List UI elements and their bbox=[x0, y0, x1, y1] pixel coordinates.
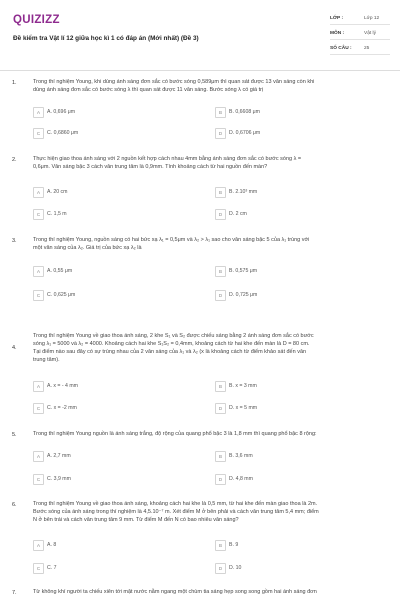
question-line: Trong thí nghiệm Young về giao thoa ánh sáng, khoảng cách hai khe là 0,5 mm, từ hai khe đến màn giao thoa là 2m. bbox=[33, 501, 318, 507]
option-text: D. 4,8 mm bbox=[229, 476, 253, 482]
question-text bbox=[33, 431, 391, 439]
option-letter-box: A bbox=[33, 451, 44, 462]
option-text: D. 0,725 μm bbox=[229, 292, 258, 298]
option-letter-box: C bbox=[33, 403, 44, 414]
question-text bbox=[33, 333, 391, 365]
option-letter-box: A bbox=[33, 187, 44, 198]
question-line: một vân sáng của λ₂. Giá trị của bức xạ λ₂ là bbox=[33, 244, 142, 251]
option-letter-box: D bbox=[215, 474, 226, 485]
document-title: Đề kiểm tra Vật lí 12 giữa học kì 1 có đáp án (Mới nhất) (Đề 3) bbox=[13, 35, 199, 42]
option-text: D. x = 5 mm bbox=[229, 405, 258, 411]
answer-option-b[interactable] bbox=[215, 266, 390, 277]
option-text: D. 0,6706 μm bbox=[229, 130, 261, 136]
meta-divider bbox=[330, 39, 390, 40]
meta-subject-label: MÔN : bbox=[330, 31, 345, 36]
meta-grade-value: Lớp 12 bbox=[364, 16, 380, 21]
option-letter-box: B bbox=[215, 266, 226, 277]
answer-option-d[interactable] bbox=[215, 474, 390, 485]
answer-option-b[interactable] bbox=[215, 187, 390, 198]
option-letter-box: A bbox=[33, 381, 44, 392]
question-number: 1. bbox=[12, 80, 17, 86]
meta-count-label: SỐ CÂU : bbox=[330, 46, 352, 51]
answer-option-c[interactable] bbox=[33, 128, 208, 139]
option-letter-box: C bbox=[33, 290, 44, 301]
option-letter-box: D bbox=[215, 128, 226, 139]
question-line: sóng λ₁ = 5000 và λ₂ = 4000. Khoảng cách hai khe S₁S₂ = 0,4mm, khoảng cách từ hai khe đến màn là D = 80 cm. bbox=[33, 340, 310, 347]
question-line: Thực hiện giao thoa ánh sáng với 2 nguồn kết hợp cách nhau 4mm bằng ánh sáng đơn sắc có bước sóng λ = bbox=[33, 156, 302, 162]
option-letter-box: C bbox=[33, 474, 44, 485]
option-text: C. 0,625 μm bbox=[47, 292, 76, 298]
question-number: 3. bbox=[12, 238, 17, 244]
option-letter-box: D bbox=[215, 290, 226, 301]
answer-option-b[interactable] bbox=[215, 107, 390, 118]
option-letter-box: C bbox=[33, 128, 44, 139]
answer-option-d[interactable] bbox=[215, 403, 390, 414]
option-letter-box: B bbox=[215, 107, 226, 118]
question-number: 5. bbox=[12, 432, 17, 438]
option-text: A. 2,7 mm bbox=[47, 453, 71, 459]
answer-option-d[interactable] bbox=[215, 563, 390, 574]
meta-grade-label: LỚP : bbox=[330, 16, 344, 21]
option-text: B. 3,6 mm bbox=[229, 453, 253, 459]
option-letter-box: B bbox=[215, 540, 226, 551]
option-text: B. 0,575 μm bbox=[229, 268, 258, 274]
option-text: C. 0,6860 μm bbox=[47, 130, 79, 136]
question-number: 4. bbox=[12, 345, 17, 351]
answer-option-b[interactable] bbox=[215, 540, 390, 551]
answer-option-a[interactable] bbox=[33, 540, 208, 551]
question-line: dùng ánh sáng đơn sắc có bước sóng λ thì quan sát được 11 vân sáng. Bước sóng λ có giá trị bbox=[33, 86, 264, 93]
meta-count-value: 25 bbox=[364, 46, 370, 51]
option-text: D. 10 bbox=[229, 565, 242, 571]
answer-option-a[interactable] bbox=[33, 187, 208, 198]
question-line: Trong thí nghiệm Young về giao thoa ánh sáng, 2 khe S₁ và S₂ được chiếu sáng bằng 2 ánh sáng đơn sắc có bước bbox=[33, 333, 314, 339]
answer-option-d[interactable] bbox=[215, 209, 390, 220]
meta-divider bbox=[330, 24, 390, 25]
option-text: A. 0,55 μm bbox=[47, 268, 73, 274]
option-text: C. 1,5 m bbox=[47, 211, 67, 217]
option-letter-box: B bbox=[215, 451, 226, 462]
question-line: Trong thí nghiệm Young, khi dùng ánh sáng đơn sắc có bước sóng 0,589μm thì quan sát được 13 vân sáng còn khi bbox=[33, 79, 315, 85]
meta-divider bbox=[330, 54, 390, 55]
option-letter-box: B bbox=[215, 381, 226, 392]
question-text bbox=[33, 589, 391, 597]
option-text: D. 2 cm bbox=[229, 211, 247, 217]
option-text: B. 9 bbox=[229, 542, 239, 548]
answer-option-c[interactable] bbox=[33, 474, 208, 485]
quizizz-logo: QUIZIZZ bbox=[13, 14, 60, 26]
option-text: B. 2.10³ mm bbox=[229, 189, 258, 195]
option-letter-box: D bbox=[215, 209, 226, 220]
answer-option-a[interactable] bbox=[33, 107, 208, 118]
question-line: trung tâm). bbox=[33, 356, 60, 363]
option-letter-box: D bbox=[215, 403, 226, 414]
option-text: C. 7 bbox=[47, 565, 57, 571]
question-number: 6. bbox=[12, 502, 17, 508]
document-header bbox=[0, 0, 400, 70]
option-text: A. x = - 4 mm bbox=[47, 383, 78, 389]
question-line: Bước sóng của ánh sáng trong thí nghiệm là 4,5.10⁻⁷ m. Xét điểm M ở bên phải và cách vân trung tâm 5,4 mm; điểm bbox=[33, 508, 319, 515]
answer-option-d[interactable] bbox=[215, 128, 390, 139]
question-text bbox=[33, 156, 391, 172]
option-text: C. x = -2 mm bbox=[47, 405, 77, 411]
option-text: A. 0,696 μm bbox=[47, 109, 76, 115]
meta-subject-value: Vật lý bbox=[364, 31, 376, 36]
question-text bbox=[33, 501, 391, 525]
option-text: C. 3,9 mm bbox=[47, 476, 71, 482]
question-line: Trong thí nghiệm Young nguồn là ánh sáng trắng, độ rộng của quang phổ bậc 3 là 1,8 mm thì quang phổ bậc 8 rộng: bbox=[33, 431, 317, 437]
answer-option-a[interactable] bbox=[33, 451, 208, 462]
answer-option-b[interactable] bbox=[215, 451, 390, 462]
question-line: Tại điểm nào sau đây có sự trùng nhau của 2 vân sáng của λ₁ và λ₂ (x là khoảng cách từ điểm khảo sát đến vân bbox=[33, 348, 307, 355]
option-text: A. 20 cm bbox=[47, 189, 68, 195]
header-divider bbox=[0, 70, 400, 71]
question-number: 2. bbox=[12, 157, 17, 163]
option-letter-box: B bbox=[215, 187, 226, 198]
question-text bbox=[33, 237, 391, 253]
option-letter-box: A bbox=[33, 266, 44, 277]
option-letter-box: A bbox=[33, 107, 44, 118]
option-letter-box: C bbox=[33, 563, 44, 574]
question-line: N ở bên trái và cách vân trung tâm 9 mm. Từ điểm M đến N có bao nhiêu vân sáng? bbox=[33, 516, 239, 523]
option-text: B. x = 3 mm bbox=[229, 383, 257, 389]
question-text bbox=[33, 79, 391, 95]
answer-option-a[interactable] bbox=[33, 266, 208, 277]
option-letter-box: D bbox=[215, 563, 226, 574]
answer-option-c[interactable] bbox=[33, 403, 208, 414]
answer-option-b[interactable] bbox=[215, 381, 390, 392]
answer-option-c[interactable] bbox=[33, 209, 208, 220]
option-letter-box: A bbox=[33, 540, 44, 551]
answer-option-d[interactable] bbox=[215, 290, 390, 301]
question-number: 7. bbox=[12, 590, 17, 596]
option-text: B. 0,6608 μm bbox=[229, 109, 260, 115]
answer-option-a[interactable] bbox=[33, 381, 208, 392]
answer-option-c[interactable] bbox=[33, 563, 208, 574]
option-text: A. 8 bbox=[47, 542, 57, 548]
question-line: Trong thí nghiệm Young, nguồn sáng có hai bức xạ λ₁ = 0,5μm và λ₂ > λ₁ sao cho vân sáng bậc 5 của λ₁ trùng với bbox=[33, 237, 310, 243]
answer-option-c[interactable] bbox=[33, 290, 208, 301]
question-line: Từ không khí người ta chiếu xiên tới mặt nước nằm ngang một chùm tia sáng hẹp song song gồm hai ánh sáng đơn bbox=[33, 589, 317, 595]
question-line: 0,6μm. Vân sáng bậc 3 cách vân trung tâm là 0,9mm. Tính khoảng cách từ hai nguồn đến màn? bbox=[33, 163, 268, 170]
option-letter-box: C bbox=[33, 209, 44, 220]
